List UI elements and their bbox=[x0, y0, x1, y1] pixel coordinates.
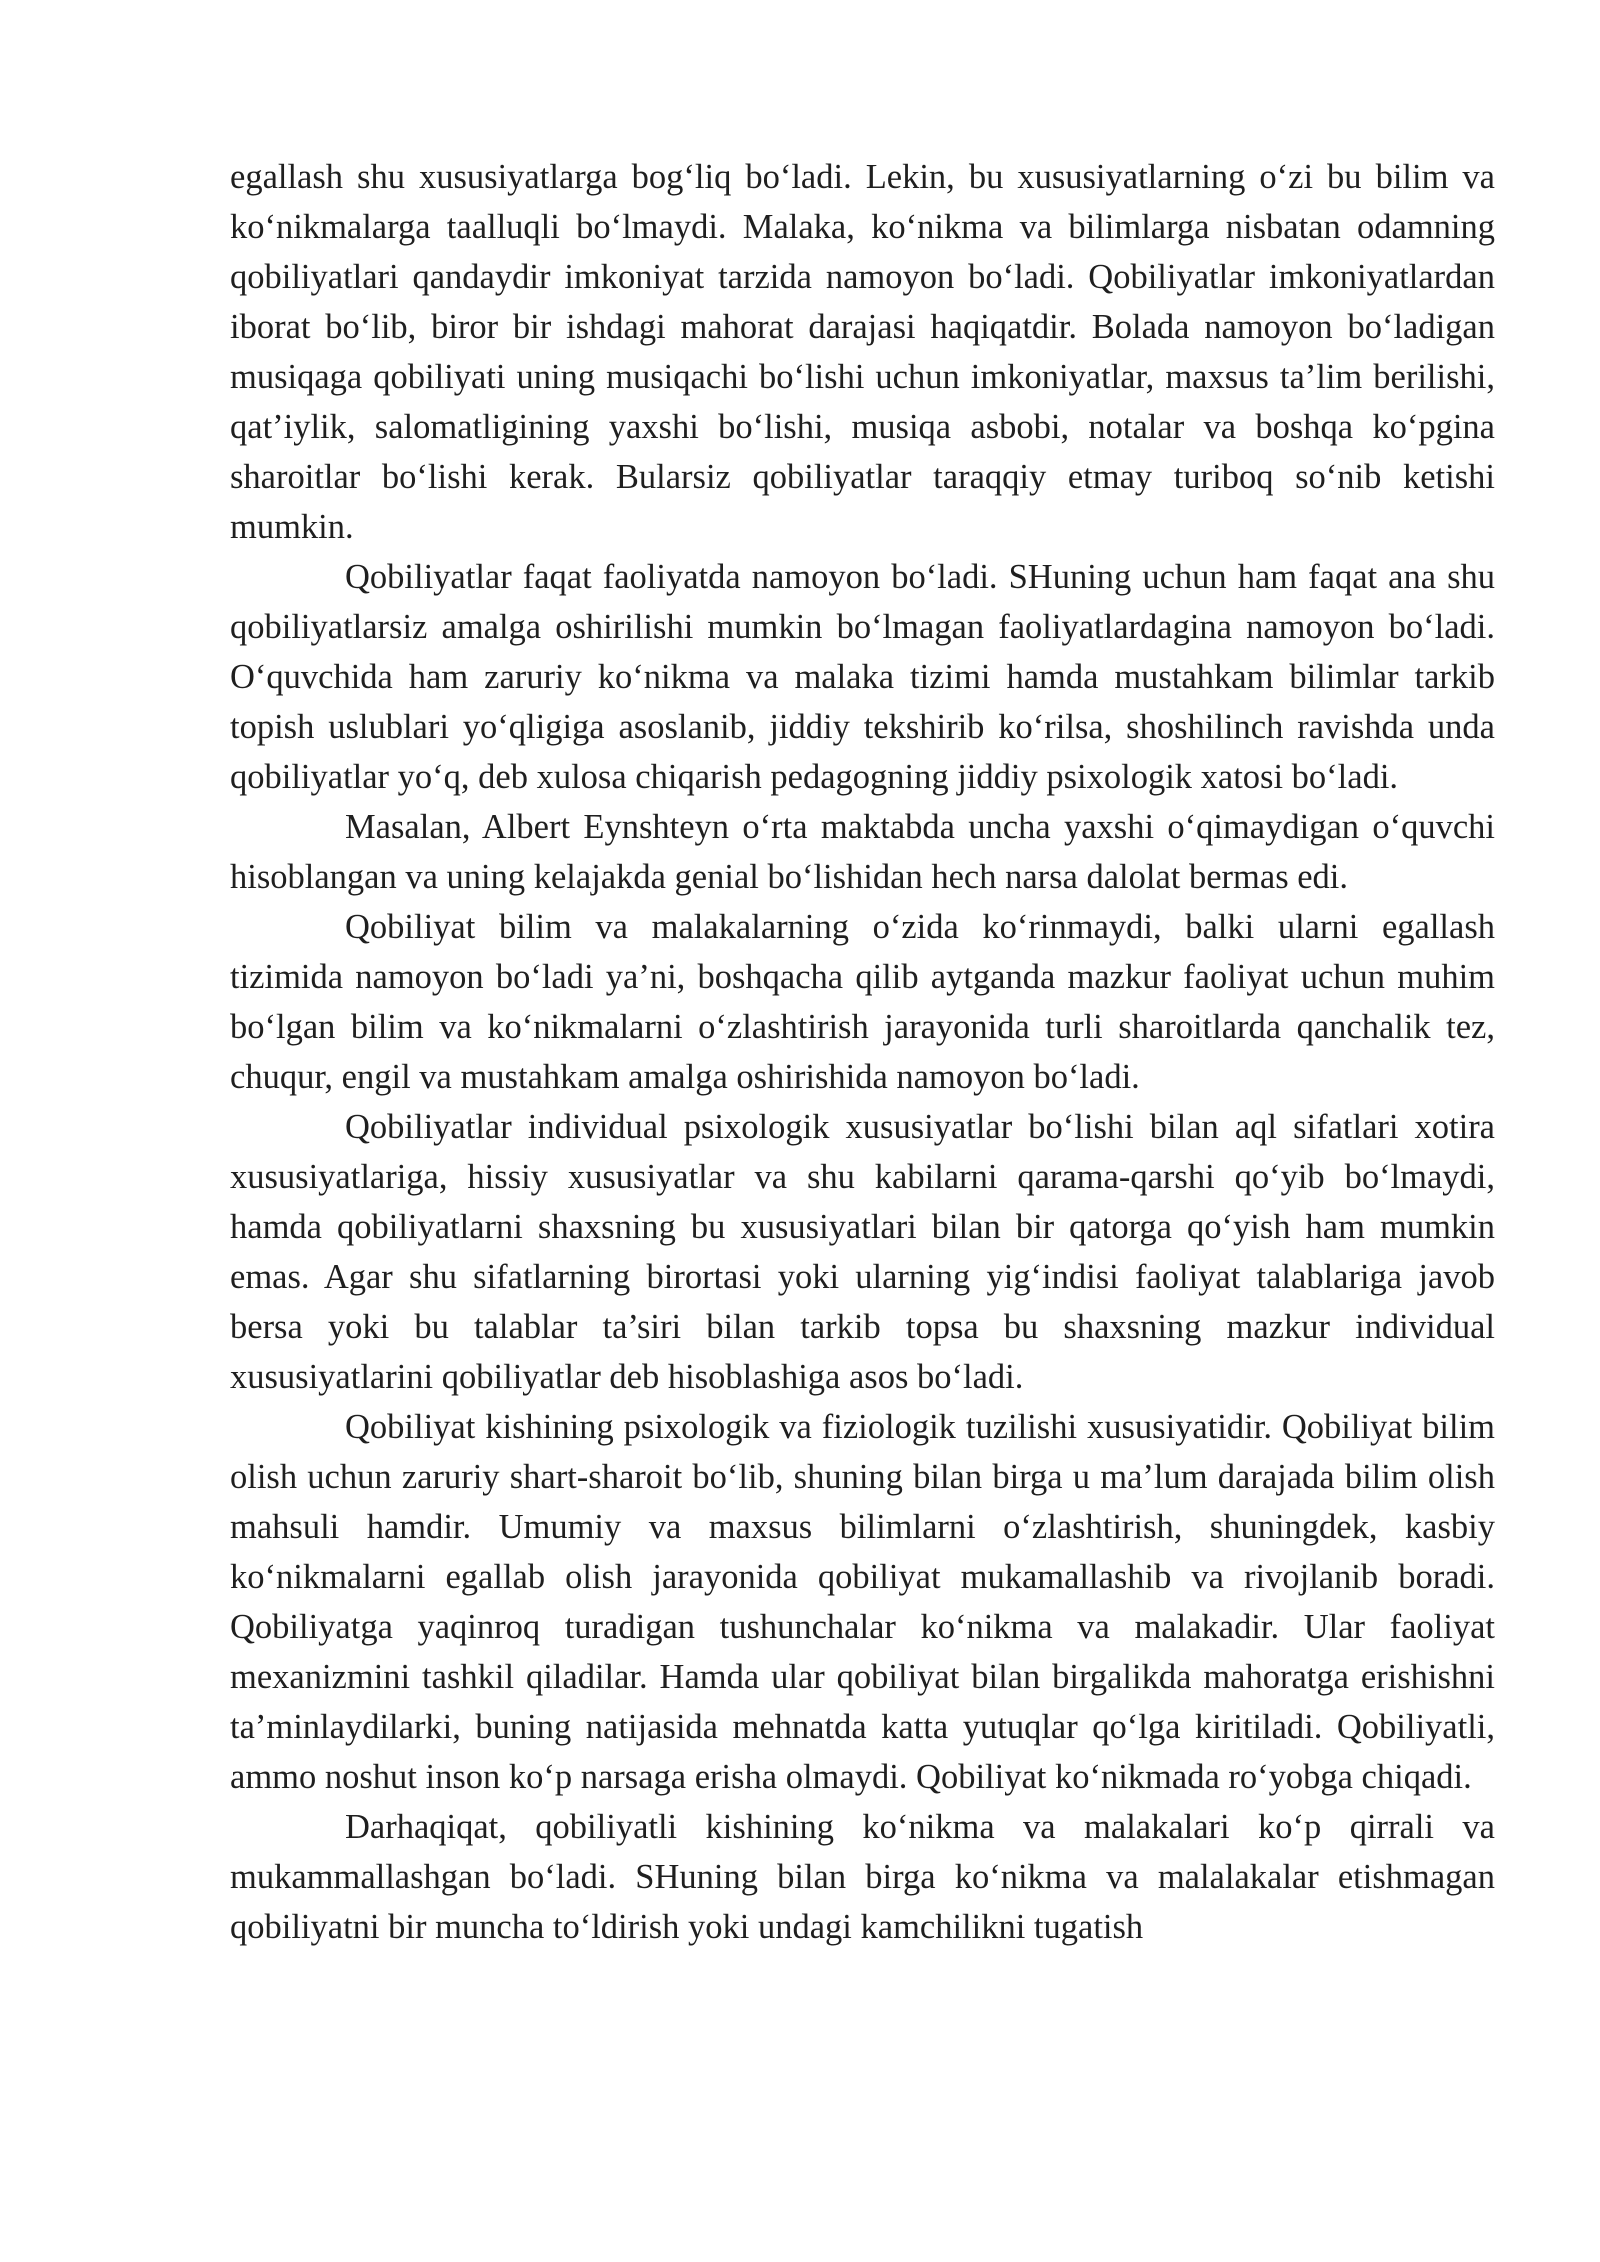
paragraph-3: Masalan, Albert Eynshteyn o‘rta maktabda uncha yaxshi o‘qimaydigan o‘quvchi hisoblangan va uning kelajakda genial bo‘lishidan hech narsa dalolat bermas edi. bbox=[230, 808, 1495, 896]
document-page bbox=[230, 152, 1495, 1952]
paragraph-7: Darhaqiqat, qobiliyatli kishining ko‘nikma va malakalari ko‘p qirrali va mukammallashgan bo‘ladi. SHuning bilan birga ko‘nikma va malalakalar etishmagan qobiliyatni bir muncha to‘ldirish yoki undagi kamchilikni tugatish bbox=[230, 1808, 1495, 1946]
paragraph-4: Qobiliyat bilim va malakalarning o‘zida ko‘rinmaydi, balki ularni egallash tizimida namoyon bo‘ladi ya’ni, boshqacha qilib aytganda mazkur faoliyat uchun muhim bo‘lgan bilim va ko‘nikmalarni o‘zlashtirish jarayonida turli sharoitlarda qanchalik tez, chuqur, engil va mustahkam amalga oshirishida namoyon bo‘ladi. bbox=[230, 908, 1495, 1096]
paragraph-2: Qobiliyatlar faqat faoliyatda namoyon bo‘ladi. SHuning uchun ham faqat ana shu qobiliyatlarsiz amalga oshirilishi mumkin bo‘lmagan faoliyatlardagina namoyon bo‘ladi. O‘quvchida ham zaruriy ko‘nikma va malaka tizimi hamda mustahkam bilimlar tarkib topish uslublari yo‘qligiga asoslanib, jiddiy tekshirib ko‘rilsa, shoshilinch ravishda unda qobiliyatlar yo‘q, deb xulosa chiqarish pedagogning jiddiy psixologik xatosi bo‘ladi. bbox=[230, 558, 1495, 796]
paragraph-6: Qobiliyat kishining psixologik va fiziologik tuzilishi xususiyatidir. Qobiliyat bilim olish uchun zaruriy shart-sharoit bo‘lib, shuning bilan birga u ma’lum darajada bilim olish mahsuli hamdir. Umumiy va maxsus bilimlarni o‘zlashtirish, shuningdek, kasbiy ko‘nikmalarni egallab olish jarayonida qobiliyat mukamallashib va rivojlanib boradi. Qobiliyatga yaqinroq turadigan tushunchalar ko‘nikma va malakadir. Ular faoliyat mexanizmini tashkil qiladilar. Hamda ular qobiliyat bilan birgalikda mahoratga erishishni ta’minlaydilarki, buning natijasida mehnatda katta yutuqlar qo‘lga kiritiladi. Qobiliyatli, ammo noshut inson ko‘p narsaga erisha olmaydi. Qobiliyat ko‘nikmada ro‘yobga chiqadi. bbox=[230, 1408, 1495, 1796]
paragraph-5: Qobiliyatlar individual psixologik xususiyatlar bo‘lishi bilan aql sifatlari xotira xususiyatlariga, hissiy xususiyatlar va shu kabilarni qarama-qarshi qo‘yib bo‘lmaydi, hamda qobiliyatlarni shaxsning bu xususiyatlari bilan bir qatorga qo‘yish ham mumkin emas. Agar shu sifatlarning birortasi yoki ularning yig‘indisi faoliyat talablariga javob bersa yoki bu talablar ta’siri bilan tarkib topsa bu shaxsning mazkur individual xususiyatlarini qobiliyatlar deb hisoblashiga asos bo‘ladi. bbox=[230, 1108, 1495, 1396]
paragraph-1: egallash shu xususiyatlarga bog‘liq bo‘ladi. Lekin, bu xususiyatlarning o‘zi bu bilim va ko‘nikmalarga taalluqli bo‘lmaydi. Malaka, ko‘nikma va bilimlarga nisbatan odamning qobiliyatlari qandaydir imkoniyat tarzida namoyon bo‘ladi. Qobiliyatlar imkoniyatlardan iborat bo‘lib, biror bir ishdagi mahorat darajasi haqiqatdir. Bolada namoyon bo‘ladigan musiqaga qobiliyati uning musiqachi bo‘lishi uchun imkoniyatlar, maxsus ta’lim berilishi, qat’iylik, salomatligining yaxshi bo‘lishi, musiqa asbobi, notalar va boshqa ko‘pgina sharoitlar bo‘lishi kerak. Bularsiz qobiliyatlar taraqqiy etmay turiboq so‘nib ketishi mumkin. bbox=[230, 158, 1495, 546]
